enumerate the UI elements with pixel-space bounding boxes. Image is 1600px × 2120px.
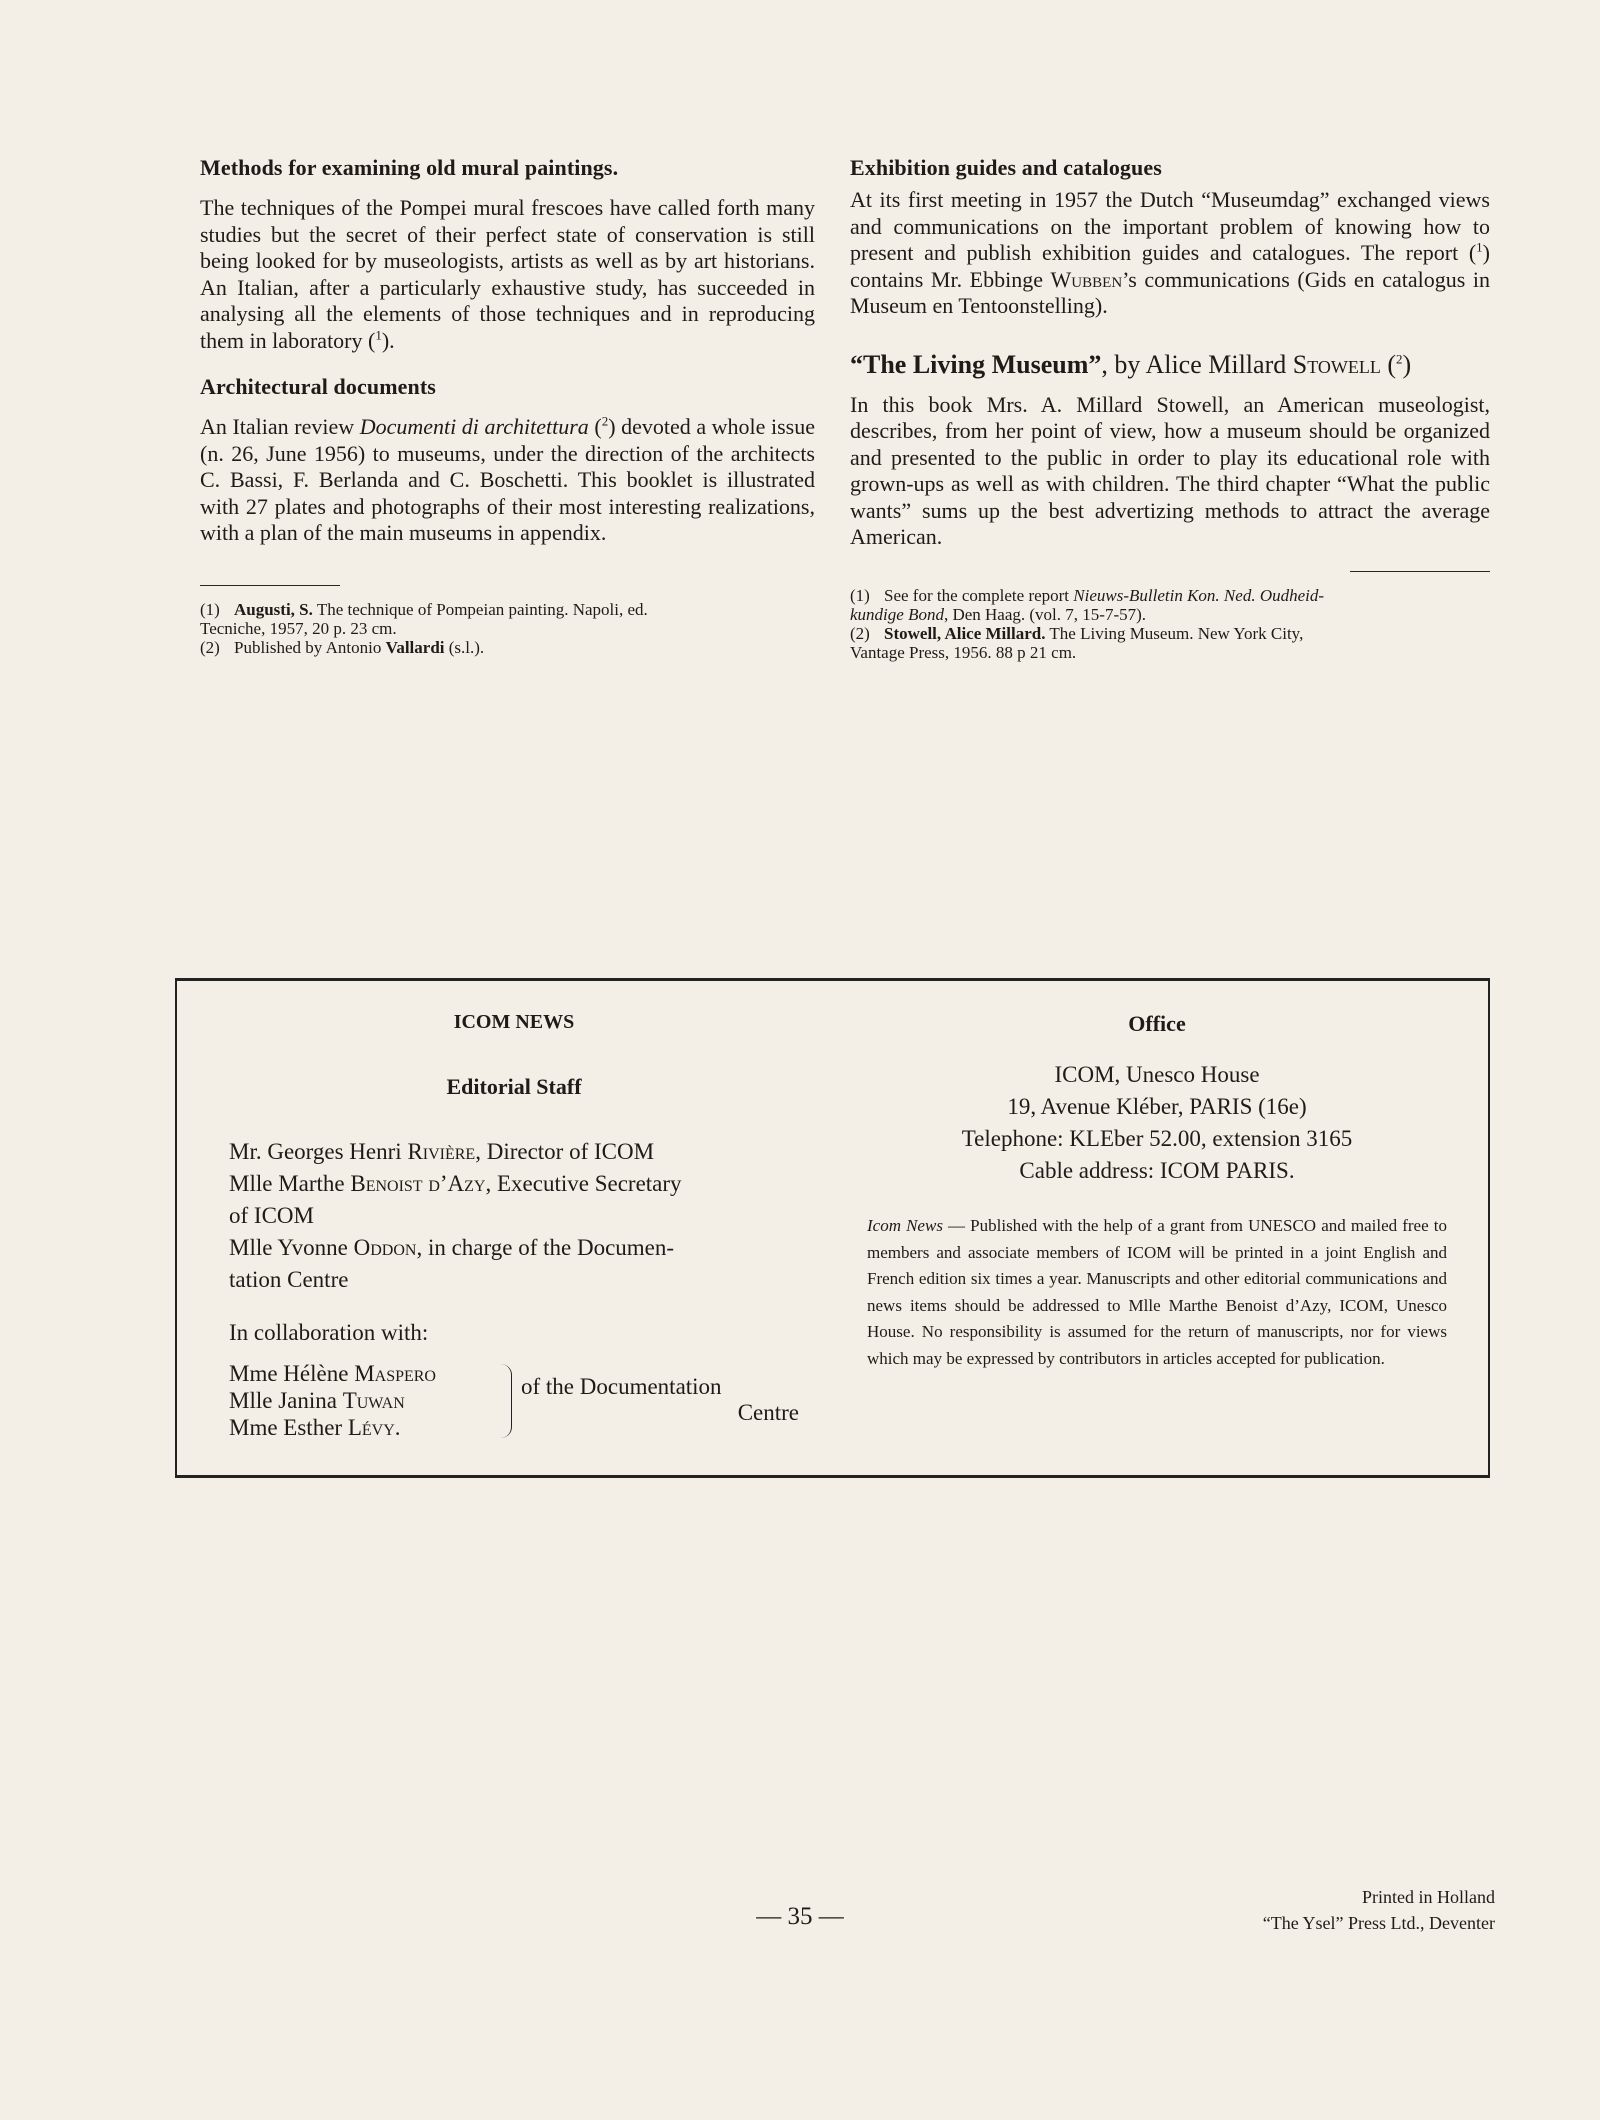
- collaborator-3: Mme Esther Lévy.: [229, 1415, 401, 1440]
- staff-line-2: Mlle Marthe Benoist d’Azy, Executive Secretary: [229, 1171, 682, 1196]
- collaborators: [229, 1360, 799, 1450]
- address-line-2: 19, Avenue Kléber, PARIS (16e): [1007, 1094, 1307, 1119]
- right-column: [850, 155, 1490, 662]
- section-body-architectural: An Italian review Documenti di architettura ($^2$) devoted a whole issue (n. 26, June 1956) to museums, under the direction of the architects C. Bassi, F. Berlanda and C. Boschetti. This booklet is illustrated with 27 plates and photographs of their most interesting realizations, with a plan of the main museums in appendix.: [200, 413, 816, 545]
- centre-label: Centre: [737, 1400, 799, 1425]
- address-line-4: Cable address: ICOM PARIS.: [1019, 1158, 1295, 1183]
- section-title-architectural: Architectural documents: [200, 374, 436, 399]
- left-column: [200, 155, 815, 657]
- office-panel: [867, 1011, 1447, 1389]
- brace-icon: [501, 1364, 512, 1438]
- collaboration-label: In collaboration with:: [229, 1320, 429, 1345]
- footnote-1-cont: kundige Bond, Den Haag. (vol. 7, 15-7-57).: [850, 604, 1147, 624]
- masthead-box: [175, 978, 1490, 1478]
- footnote-1-cont: Tecniche, 1957, 20 p. 23 cm.: [200, 618, 397, 638]
- documentation-label: of the Documentation: [521, 1374, 722, 1399]
- footnote-1: (1) Augusti, S. The technique of Pompeian painting. Napoli, ed.: [200, 599, 648, 619]
- collaborator-2: Mlle Janina Tuwan: [229, 1388, 405, 1413]
- collaborator-1: Mme Hélène Maspero: [229, 1361, 436, 1386]
- staff-line-3-cont: tation Centre: [229, 1267, 349, 1292]
- staff-line-2-cont: of ICOM: [229, 1203, 314, 1228]
- page-number: — 35 —: [756, 1903, 844, 1930]
- section-body-exhibition: At its first meeting in 1957 the Dutch “Museumdag” exchanged views and communications on the important problem of knowing how to present and publish exhibition guides and catalogues. The report ($^1$) contains Mr. Ebbinge Wubben’s communications (Gids en catalogus in Museum en Tentoonstelling).: [850, 187, 1490, 318]
- editorial-staff-title: Editorial Staff: [446, 1074, 582, 1099]
- footnote-rule: [200, 585, 340, 586]
- printer-imprint: [1263, 1884, 1495, 1936]
- footnote-1: (1) See for the complete report Nieuws-Bulletin Kon. Ned. Oudheid-: [850, 585, 1325, 605]
- section-title-mural: Methods for examining old mural paintings.: [200, 155, 619, 180]
- icom-news-title: ICOM NEWS: [453, 1011, 575, 1033]
- office-title: Office: [1128, 1011, 1186, 1036]
- press-name: “The Ysel” Press Ltd., Deventer: [1262, 1913, 1495, 1933]
- staff-line-3: Mlle Yvonne Oddon, in charge of the Documen-: [229, 1235, 675, 1260]
- footnote-2: (2) Stowell, Alice Millard. The Living Museum. New York City,: [850, 623, 1304, 643]
- address-line-3: Telephone: KLEber 52.00, extension 3165: [961, 1126, 1353, 1151]
- footnote-rule: [1350, 571, 1490, 572]
- address-line-1: ICOM, Unesco House: [1054, 1062, 1260, 1087]
- section-title-exhibition: Exhibition guides and catalogues: [850, 155, 1162, 180]
- footnote-2-cont: Vantage Press, 1956. 88 p 21 cm.: [850, 642, 1077, 662]
- section-title-living-museum: “The Living Museum”, by Alice Millard Stowell ($^2$): [850, 349, 1412, 379]
- section-body-living-museum: In this book Mrs. A. Millard Stowell, an American museologist, describes, from her point of view, how a museum should be organized and presented to the public in order to play its educational role with grown-ups as well as with children. The third chapter “What the public wants” sums up the best advertizing methods to attract the average American.: [850, 391, 1490, 549]
- editorial-panel: [229, 1011, 799, 1450]
- printed-in: Printed in Holland: [1362, 1887, 1495, 1907]
- publication-notice: Icom News — Published with the help of a grant from UNESCO and mailed free to members and associate members of ICOM will be printed in a joint English and French edition six times a year. Manuscripts and other editorial communications and news items should be addressed to Mlle Marthe Benoist d’Azy, ICOM, Unesco House. No responsibility is assumed for the return of manuscripts, nor for views which may be expressed by contributors in articles accepted for publication.: [867, 1216, 1447, 1368]
- staff-line-1: Mr. Georges Henri Rivière, Director of ICOM: [229, 1139, 655, 1164]
- footnote-2: (2) Published by Antonio Vallardi (s.l.).: [200, 637, 485, 657]
- section-body-mural: The techniques of the Pompei mural frescoes have called forth many studies but the secret of their perfect state of conservation is still being looked for by museologists, artists as well as by art historians. An Italian, after a particularly exhaustive study, has succeeded in analysing all the elements of those techniques and in reproducing them in laboratory ($^1$).: [200, 195, 815, 353]
